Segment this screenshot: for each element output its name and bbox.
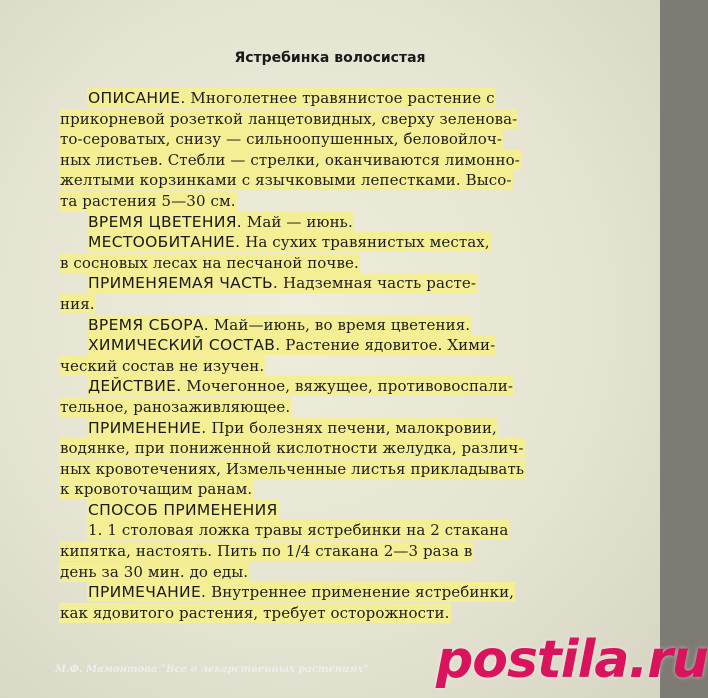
highlighted-text	[60, 439, 524, 457]
highlighted-text	[88, 419, 497, 437]
highlighted-text	[88, 213, 353, 231]
line-text: та растения 5—30 см.	[60, 191, 236, 210]
line-text: Мочегонное, вяжущее, противовоспали-	[181, 377, 513, 396]
text-line	[60, 438, 615, 459]
line-text: прикорневой розеткой ланцетовидных, сверху зеленова-	[60, 109, 518, 128]
section-heading: ВРЕМЯ СБОРА.	[88, 315, 209, 334]
text-line	[60, 212, 615, 233]
line-text: Май—июнь, во время цветения.	[208, 315, 471, 334]
highlighted-text	[60, 542, 472, 560]
text-line	[60, 232, 615, 253]
text-line	[60, 582, 615, 603]
text-line	[60, 170, 615, 191]
section-heading: МЕСТООБИТАНИЕ.	[88, 233, 241, 252]
line-text: 1. 1 столовая ложка травы ястребинки на 2 стакана	[88, 521, 509, 540]
highlighted-text	[60, 171, 512, 189]
text-line	[60, 335, 615, 356]
line-text: кипятка, настоять. Пить по 1/4 стакана 2—3 раза в	[60, 542, 473, 561]
highlighted-text	[88, 336, 495, 354]
highlighted-text	[60, 480, 252, 498]
section-heading: ПРИМЕНЯЕМАЯ ЧАСТЬ.	[88, 274, 279, 293]
text-line	[60, 150, 615, 171]
text-line	[60, 253, 615, 274]
section-heading: ПРИМЕНЕНИЕ.	[88, 418, 207, 437]
highlighted-text	[60, 357, 264, 375]
highlighted-text	[88, 316, 470, 334]
section-heading: ВРЕМЯ ЦВЕТЕНИЯ.	[88, 212, 243, 231]
highlighted-text	[60, 110, 517, 128]
line-text: тельное, ранозаживляющее.	[60, 397, 291, 416]
highlighted-text	[88, 521, 508, 539]
line-text: На сухих травянистых местах,	[240, 233, 490, 252]
text-line	[60, 294, 615, 315]
text-line	[60, 562, 615, 583]
line-text: Внутреннее применение ястребинки,	[206, 583, 515, 602]
line-text: день за 30 мин. до еды.	[60, 562, 249, 581]
text-line	[60, 418, 615, 439]
line-text: водянке, при пониженной кислотности желудка, различ-	[60, 439, 524, 458]
page-title: Ястребинка волосистая	[234, 50, 426, 66]
text-line	[60, 376, 615, 397]
highlighted-text	[60, 295, 95, 313]
highlighted-text	[88, 274, 476, 292]
article-body	[60, 88, 615, 623]
highlighted-text	[88, 377, 513, 395]
line-text: как ядовитого растения, требует осторожности.	[60, 603, 450, 622]
text-line	[60, 273, 615, 294]
section-heading: СПОСОБ ПРИМЕНЕНИЯ	[88, 500, 278, 519]
text-line	[60, 191, 615, 212]
highlighted-text	[88, 583, 514, 601]
highlighted-text	[88, 89, 495, 107]
line-text: При болезнях печени, малокровии,	[206, 418, 497, 437]
section-heading: ПРИМЕЧАНИЕ.	[88, 583, 207, 602]
highlighted-text	[88, 501, 278, 519]
section-heading: ХИМИЧЕСКИЙ СОСТАВ.	[88, 336, 281, 355]
line-text: ных листьев. Стебли — стрелки, оканчиваются лимонно-	[60, 150, 520, 169]
watermark-text: postila.ru	[436, 630, 708, 690]
text-line	[60, 459, 615, 480]
text-line	[60, 603, 615, 624]
text-line	[60, 397, 615, 418]
text-line	[60, 129, 615, 150]
highlighted-text	[60, 254, 359, 272]
source-credit: М.Ф. Мамонтова "Все о лекарственных растениях"	[55, 664, 369, 675]
line-text: Растение ядовитое. Хими-	[280, 336, 496, 355]
text-line	[60, 315, 615, 336]
line-text: желтыми корзинками с язычковыми лепестками. Высо-	[60, 171, 512, 190]
highlighted-text	[60, 604, 450, 622]
highlighted-text	[60, 151, 520, 169]
highlighted-text	[60, 130, 502, 148]
text-line	[60, 88, 615, 109]
line-text: в сосновых лесах на песчаной почве.	[60, 253, 359, 272]
highlighted-text	[60, 460, 524, 478]
line-text: к кровоточащим ранам.	[60, 480, 253, 499]
text-line	[60, 500, 615, 521]
line-text: ных кровотечениях, Измельченные листья прикладывать	[60, 459, 525, 478]
highlighted-text	[88, 233, 490, 251]
text-line	[60, 356, 615, 377]
line-text: ния.	[60, 294, 95, 313]
text-line	[60, 109, 615, 130]
highlighted-text	[60, 192, 236, 210]
line-text: ческий состав не изучен.	[60, 356, 265, 375]
highlighted-text	[60, 398, 290, 416]
line-text: Надземная часть расте-	[278, 274, 477, 293]
line-text: Май — июнь.	[242, 212, 353, 231]
watermark-logo[interactable]	[436, 625, 708, 695]
line-text: то-сероватых, снизу — сильноопушенных, беловойлоч-	[60, 130, 503, 149]
highlighted-text	[60, 563, 248, 581]
text-line	[60, 479, 615, 500]
text-line	[60, 520, 615, 541]
section-heading: ДЕЙСТВИЕ.	[88, 377, 182, 396]
section-heading: ОПИСАНИЕ.	[88, 89, 186, 107]
text-line	[60, 541, 615, 562]
line-text: Многолетнее травянистое растение с	[185, 89, 495, 107]
